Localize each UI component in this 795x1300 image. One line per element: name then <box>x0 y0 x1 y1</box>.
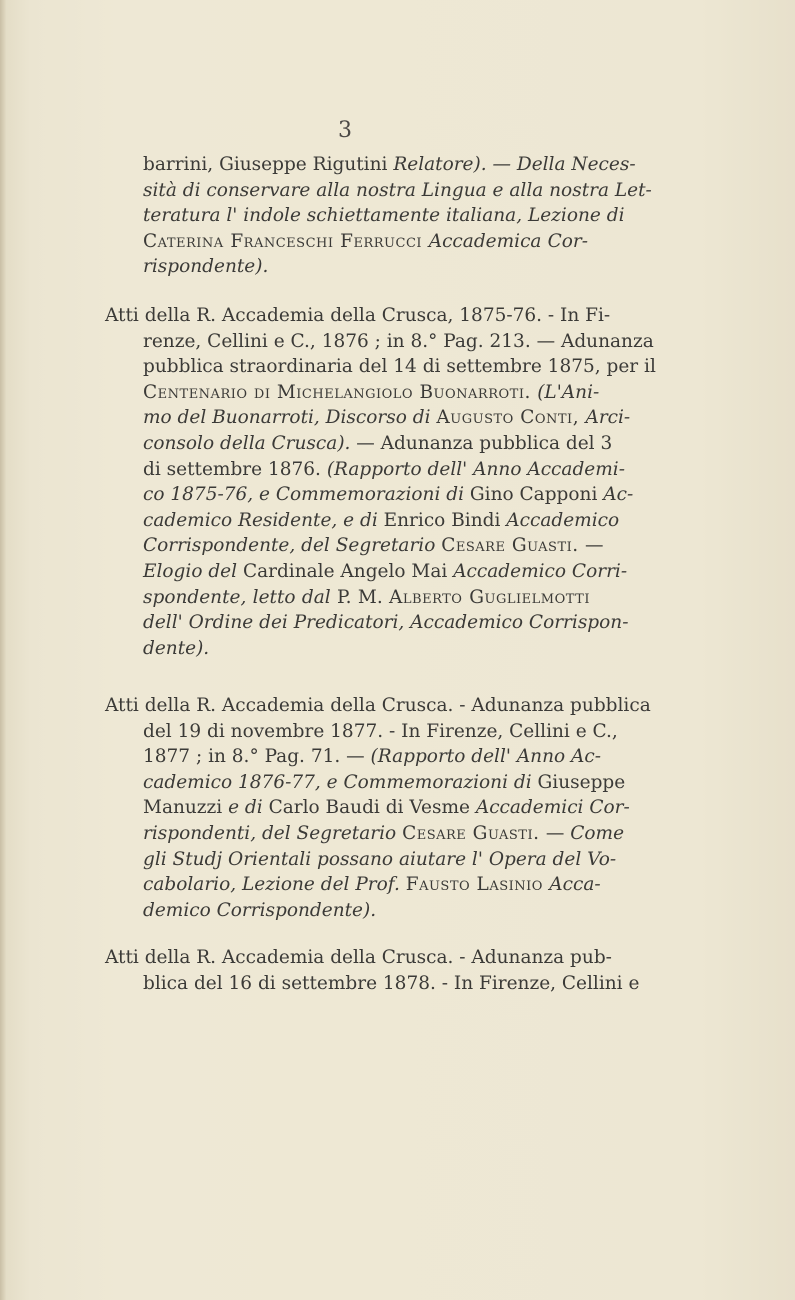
bibliography-entry <box>105 945 640 996</box>
page-number: 3 <box>338 118 352 143</box>
text-segment: Arci- <box>585 407 631 429</box>
text-segment: blica del 16 di settembre 1878. - In Firenze, Cellini e <box>143 972 640 994</box>
text-line <box>105 898 590 924</box>
text-segment: Centenario di Michelangiolo Buonarroti. <box>143 381 538 403</box>
text-segment: Gino Capponi <box>469 484 604 506</box>
text-line <box>105 431 613 457</box>
bibliography-entry <box>105 693 651 923</box>
text-segment: Alberto Guglielmotti <box>389 586 590 608</box>
text-segment: sità di conservare alla nostra Lingua e alla nostra Let- <box>143 179 652 201</box>
text-segment: (Rapporto dell' Anno Accademi- <box>326 458 625 480</box>
text-segment: Manuzzi <box>143 797 229 819</box>
text-segment: gli Studj Orientali possano aiutare l' Opera del Vo- <box>143 848 617 870</box>
text-line <box>105 872 601 898</box>
text-segment: demico Corrispondente). <box>143 899 377 921</box>
text-segment: Giuseppe <box>537 771 626 793</box>
text-segment: consolo della Crusca). <box>143 432 357 454</box>
text-line <box>105 457 625 483</box>
text-segment: 1877 ; in 8.° Pag. 71. — <box>143 746 371 768</box>
bibliography-entry <box>143 152 652 280</box>
text-segment: cademico 1876-77, e Commemorazioni di <box>143 771 538 793</box>
text-line <box>105 329 654 355</box>
text-segment: — <box>545 822 571 844</box>
text-segment: e di <box>228 797 269 819</box>
text-segment: Atti della R. Accademia della Crusca. - Adunanza pub- <box>105 947 612 968</box>
text-segment: dente). <box>143 637 210 659</box>
text-segment: cademico Residente, e di <box>143 509 384 531</box>
text-segment: Fausto Lasinio <box>405 874 550 896</box>
text-line <box>105 719 618 745</box>
text-segment: Come <box>570 822 625 844</box>
bibliography-entry <box>105 303 656 661</box>
text-segment: Cardinale Angelo Mai <box>242 560 454 582</box>
text-segment: del 19 di novembre 1877. - In Firenze, Cellini e C., <box>143 720 618 742</box>
text-segment: Cesare Guasti. <box>402 822 546 844</box>
text-segment: co 1875-76, e Commemorazioni di <box>143 484 470 506</box>
text-line <box>105 821 625 847</box>
text-line <box>105 945 612 971</box>
text-line <box>105 744 602 770</box>
text-line <box>105 354 656 380</box>
text-segment: Augusto Conti, <box>436 407 586 429</box>
text-segment: (Rapporto dell' Anno Ac- <box>370 746 602 768</box>
text-segment: (L'Ani- <box>537 381 600 403</box>
text-line <box>143 152 636 178</box>
text-line <box>105 795 630 821</box>
text-segment: Accademico Corri- <box>453 560 628 582</box>
text-segment: di settembre 1876. <box>143 458 327 480</box>
text-segment: Elogio del <box>143 560 243 582</box>
text-segment: — <box>585 535 604 557</box>
text-segment: Enrico Bindi <box>383 509 507 531</box>
text-segment: Caterina Franceschi Ferrucci <box>143 230 429 252</box>
text-line <box>143 229 588 255</box>
text-segment: barrini, Giuseppe Rigutini <box>143 154 394 175</box>
text-segment: rispondente). <box>143 256 269 278</box>
text-line <box>105 508 620 534</box>
text-line <box>105 559 628 585</box>
text-segment: Relatore). — Della Neces- <box>393 154 636 175</box>
text-line <box>105 482 634 508</box>
text-line <box>143 254 588 280</box>
text-segment: spondente, letto dal <box>143 586 337 608</box>
text-line <box>143 203 625 229</box>
text-segment: Acca- <box>549 874 601 896</box>
text-line <box>105 405 631 431</box>
text-segment: Accademica Cor- <box>428 230 589 252</box>
text-line <box>105 636 590 662</box>
text-line <box>105 770 626 796</box>
text-segment: mo del Buonarroti, Discorso di <box>143 407 437 429</box>
text-segment: renze, Cellini e C., 1876 ; in 8.° Pag. 213. — Adunanza <box>143 330 654 352</box>
page-edge <box>0 0 6 1300</box>
text-segment: Carlo Baudi di Vesme <box>268 797 476 819</box>
text-line <box>143 178 652 204</box>
text-line <box>105 693 651 719</box>
text-line <box>105 610 629 636</box>
text-segment: dell' Ordine dei Predicatori, Accademico Corrispon- <box>143 612 629 634</box>
text-segment: P. M. <box>336 586 390 608</box>
text-line <box>105 585 590 611</box>
text-line <box>105 971 640 997</box>
text-segment: cabolario, Lezione del Prof. <box>143 874 406 896</box>
text-line <box>105 847 617 873</box>
text-segment: Ac- <box>603 484 634 506</box>
text-line <box>105 533 604 559</box>
text-segment: teratura l' indole schiettamente italiana, Lezione di <box>143 205 625 227</box>
text-segment: — Adunanza pubblica del 3 <box>356 432 613 454</box>
text-segment: Accademico <box>506 509 620 531</box>
text-segment: pubblica straordinaria del 14 di settembre 1875, per il <box>143 356 656 378</box>
text-segment: rispondenti, del Segretario <box>143 822 403 844</box>
text-segment: Corrispondente, del Segretario <box>143 535 442 557</box>
text-segment: Atti della R. Accademia della Crusca, 1875-76. - In Fi- <box>105 305 611 326</box>
text-line <box>105 303 611 329</box>
text-line <box>105 380 600 406</box>
text-segment: Accademici Cor- <box>475 797 630 819</box>
text-segment: Cesare Guasti. <box>441 535 586 557</box>
text-segment: Atti della R. Accademia della Crusca. - Adunanza pubblica <box>105 695 651 716</box>
